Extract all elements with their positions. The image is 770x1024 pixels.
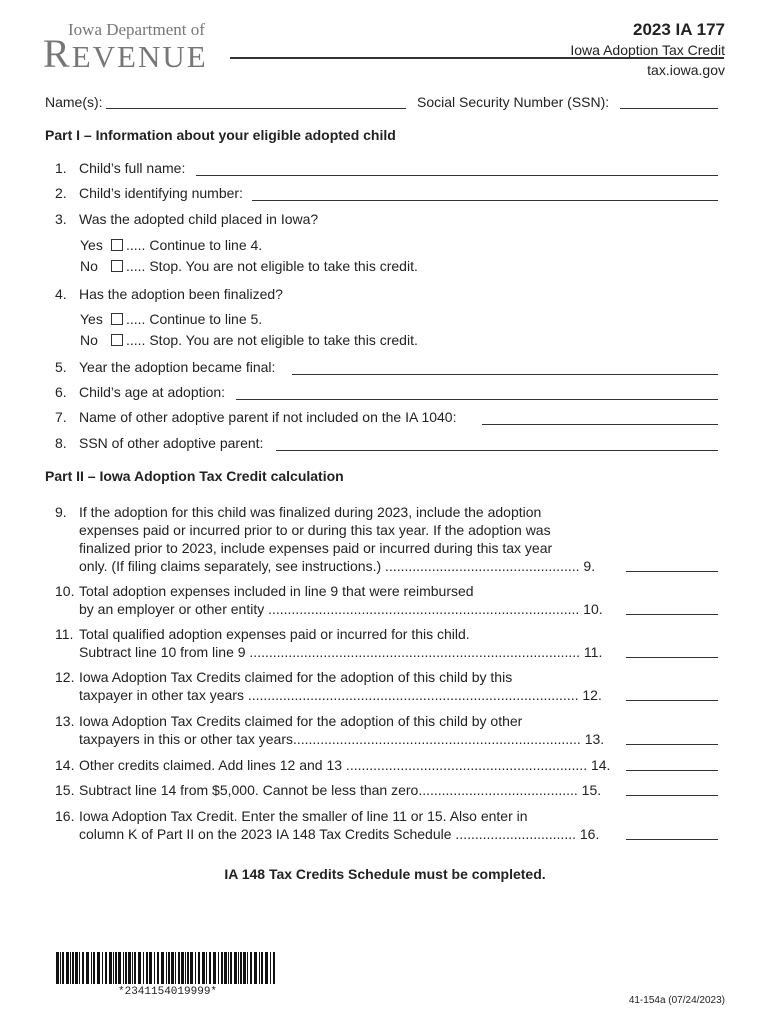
q3-yes-checkbox[interactable] [111, 239, 123, 251]
line-14-amount-field[interactable] [626, 770, 718, 771]
line-2: 2. Child’s identifying number: [55, 185, 243, 201]
q3-no-checkbox[interactable] [111, 260, 123, 272]
line-5: 5. Year the adoption became final: [55, 359, 276, 375]
form-website: tax.iowa.gov [647, 62, 725, 78]
line-3: 3. Was the adopted child placed in Iowa? [55, 211, 319, 227]
part1-heading: Part I – Information about your eligible adopted child [45, 127, 396, 143]
form-title: Iowa Adoption Tax Credit [570, 42, 725, 58]
q4-yes-option: Yes ..... Continue to line 5. [80, 311, 263, 327]
line-16-amount-field[interactable] [626, 839, 718, 840]
line-1: 1. Child’s full name: [55, 160, 186, 176]
q3-yes-option: Yes ..... Continue to line 4. [80, 237, 263, 253]
line-13-amount-field[interactable] [626, 744, 718, 745]
line-9-amount-field[interactable] [626, 571, 718, 572]
part2-heading: Part II – Iowa Adoption Tax Credit calculation [45, 468, 344, 484]
line-7: 7. Name of other adoptive parent if not included on the IA 1040: [55, 409, 457, 425]
child-name-field[interactable] [196, 175, 718, 176]
child-id-field[interactable] [252, 200, 718, 201]
logo-revenue-text [43, 30, 208, 77]
logo-rest: EVENUE [71, 39, 208, 74]
schedule-notice: IA 148 Tax Credits Schedule must be completed. [224, 866, 546, 882]
barcode-image [56, 952, 278, 984]
child-age-field[interactable] [236, 399, 718, 400]
ssn-field[interactable] [620, 108, 718, 109]
form-revision: 41-154a (07/24/2023) [628, 995, 725, 1006]
barcode-number: *2341154019999* [118, 986, 218, 998]
line-12-amount-field[interactable] [626, 700, 718, 701]
line-10-amount-field[interactable] [626, 614, 718, 615]
logo-department-text: Iowa Department of [68, 20, 205, 39]
ssn-label: Social Security Number (SSN): [417, 94, 610, 110]
line-11-amount-field[interactable] [626, 657, 718, 658]
names-label: Name(s): [45, 94, 103, 110]
line-15-amount-field[interactable] [626, 795, 718, 796]
q4-no-checkbox[interactable] [111, 334, 123, 346]
form-id: 2023 IA 177 [633, 20, 725, 39]
line-8: 8. SSN of other adoptive parent: [55, 435, 264, 451]
year-final-field[interactable] [292, 374, 718, 375]
q3-no-option: No ..... Stop. You are not eligible to take this credit. [80, 258, 418, 274]
q4-yes-checkbox[interactable] [111, 313, 123, 325]
other-parent-ssn-field[interactable] [276, 450, 718, 451]
line-6: 6. Child’s age at adoption: [55, 384, 226, 400]
q4-no-option: No ..... Stop. You are not eligible to take this credit. [80, 332, 418, 348]
names-field[interactable] [106, 108, 406, 109]
logo-initial: R [43, 31, 72, 76]
line-4: 4. Has the adoption been finalized? [55, 286, 283, 302]
other-parent-name-field[interactable] [482, 424, 718, 425]
